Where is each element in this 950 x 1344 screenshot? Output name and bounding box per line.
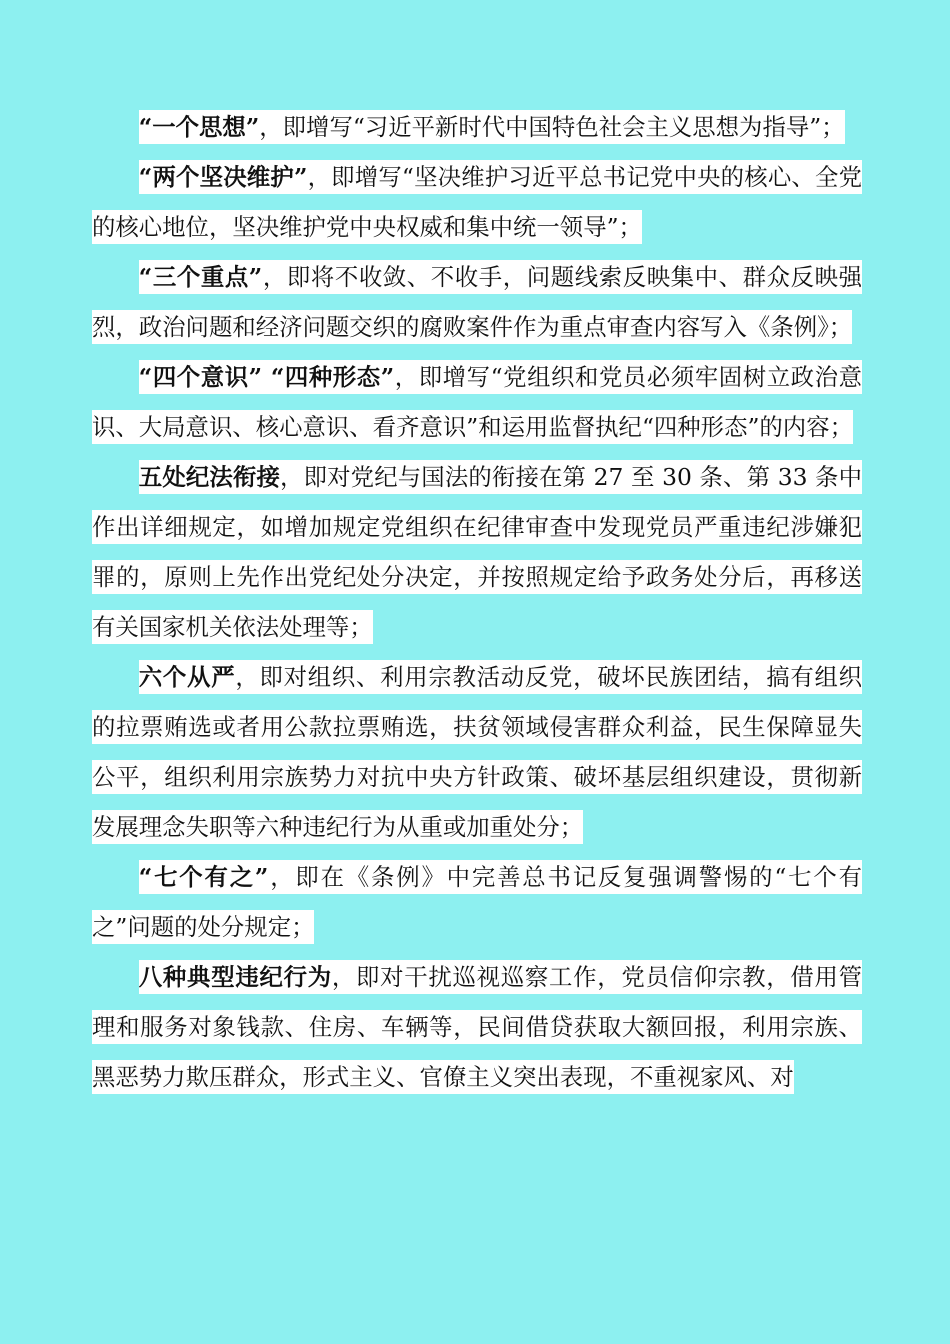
paragraph-lead: 五处纪法衔接 — [138, 463, 281, 491]
paragraph-body: ，即将不收敛、不收手，问题线索反映集中、群众反映强烈，政治问题和经济问题交织的腐败案件作为重点审查内容写入《条例》； — [92, 263, 862, 341]
paragraph-eight-typical-violations — [92, 952, 862, 1102]
paragraph-lead: “两个坚决维护” — [138, 163, 308, 191]
paragraph-body: ，即增写“党组织和党员必须牢固树立政治意识、大局意识、核心意识、看齐意识”和运用监督执纪“四种形态”的内容； — [92, 363, 862, 441]
paragraph-four-consciousness-four-forms — [92, 352, 862, 452]
paragraph-lead: “一个思想” — [138, 113, 260, 141]
paragraph-body: ，即对党纪与国法的衔接在第 27 至 30 条、第 33 条中作出详细规定，如增加规定党组织在纪律审查中发现党员严重违纪涉嫌犯罪的，原则上先作出党纪处分决定，并按照规定给予政务处分后，再移送有关国家机关依法处理等； — [92, 463, 862, 641]
paragraph-body: ，即对组织、利用宗教活动反党，破坏民族团结，搞有组织的拉票贿选或者用公款拉票贿选，扶贫领域侵害群众利益，民生保障显失公平，组织利用宗族势力对抗中央方针政策、破坏基层组织建设，贯彻新发展理念失职等六种违纪行为从重或加重处分； — [92, 663, 863, 841]
paragraph-seven-existences — [92, 852, 862, 952]
paragraph-lead: “七个有之” — [138, 863, 269, 891]
paragraph-lead: “四个意识” “四种形态” — [138, 363, 395, 391]
paragraph-two-resolute-safeguards — [92, 152, 862, 252]
paragraph-three-focus-points — [92, 252, 862, 352]
paragraph-six-strict-measures — [92, 652, 862, 852]
paragraph-lead: 六个从严 — [138, 663, 236, 691]
paragraph-body: ，即在《条例》中完善总书记反复强调警惕的“七个有之”问题的处分规定； — [92, 863, 862, 941]
paragraph-lead: “三个重点” — [138, 263, 263, 291]
paragraph-body: ，即对干扰巡视巡察工作，党员信仰宗教，借用管理和服务对象钱款、住房、车辆等，民间借贷获取大额回报，利用宗族、黑恶势力欺压群众，形式主义、官僚主义突出表现，不重视家风、对 — [92, 963, 863, 1091]
paragraph-body: ，即增写“习近平新时代中国特色社会主义思想为指导”； — [259, 113, 845, 141]
paragraph-one-thought — [92, 102, 862, 152]
paragraph-five-discipline-law-links — [92, 452, 862, 652]
paragraph-lead: 八种典型违纪行为 — [138, 963, 332, 991]
paragraph-body: ，即增写“坚决维护习近平总书记党中央的核心、全党的核心地位，坚决维护党中央权威和集中统一领导”； — [92, 163, 862, 241]
document-body — [92, 102, 862, 1102]
